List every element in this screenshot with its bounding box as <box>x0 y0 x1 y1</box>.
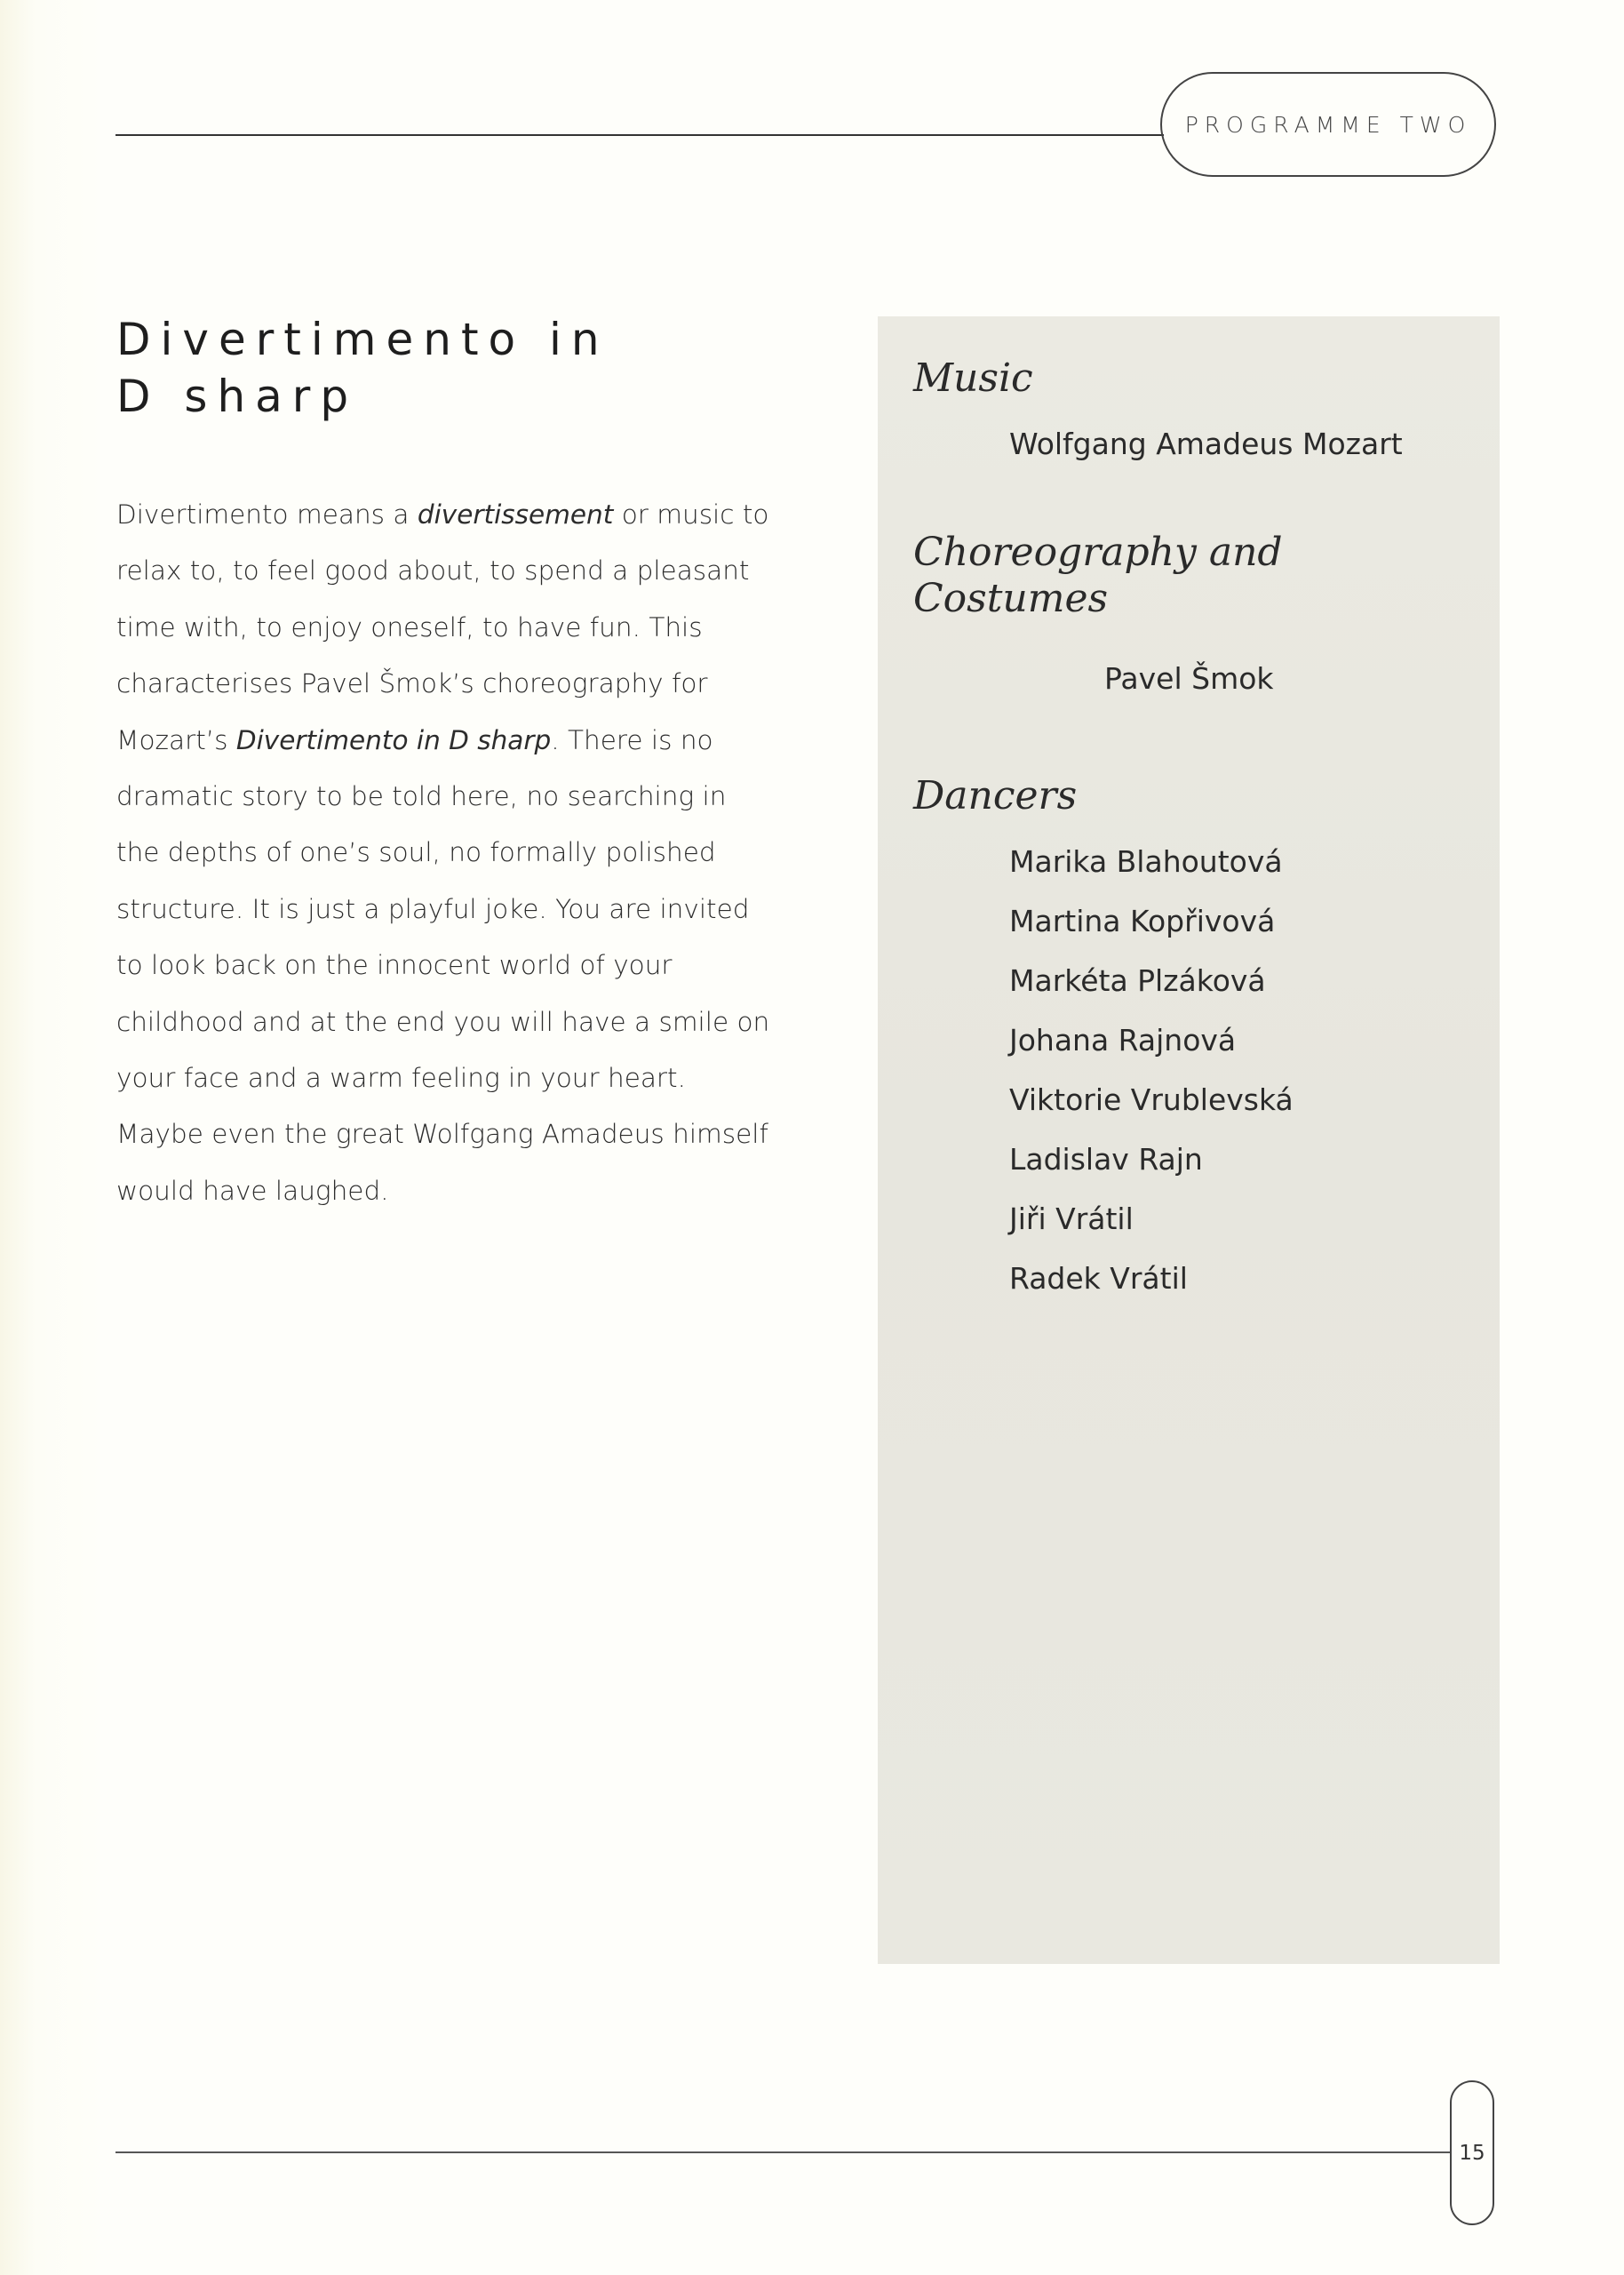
dancer-name: Markéta Plzáková <box>1009 963 1266 998</box>
footer-rule <box>115 2151 1450 2153</box>
title-line-1: Divertimento in <box>116 314 609 365</box>
body-segment: . There is no dramatic story to be told here, no searching in the depths of one’s soul, no formally polished structure. It is just a playful joke. You are invited to look back on the innocent world of your childhood and at the end you will have a smile on your face and a warm feeling in your heart. Maybe even the great Wolfgang Amadeus himself would have laughed. <box>116 724 770 1206</box>
article-body <box>116 487 774 1219</box>
dancer-name: Ladislav Rajn <box>1009 1142 1203 1177</box>
credit-heading-line: Choreography and <box>913 530 1283 575</box>
article-title <box>116 311 685 425</box>
body-segment-italic: divertissement <box>417 499 614 530</box>
dancer-name: Jiři Vrátil <box>1009 1201 1134 1236</box>
credits-panel <box>878 316 1500 1964</box>
header-rule <box>115 134 1164 136</box>
title-line-2: D sharp <box>116 371 359 422</box>
body-segment: or music to relax to, to feel good about, to spend a pleasant time with, to enjoy oneself, to have fun. This characterises Pavel Šmok’s choreography for Mozart’s <box>116 499 769 755</box>
dancer-name: Marika Blahoutová <box>1009 844 1283 879</box>
page-number-capsule <box>1450 2080 1494 2225</box>
section-label: PROGRAMME TWO <box>1184 111 1472 138</box>
page-number: 15 <box>1459 2141 1485 2165</box>
body-segment: Divertimento means a <box>116 499 418 530</box>
credit-heading-choreography <box>913 530 1283 622</box>
credit-name-composer: Wolfgang Amadeus Mozart <box>1009 427 1403 461</box>
credit-heading-line: Costumes <box>913 576 1109 621</box>
dancer-name: Johana Rajnová <box>1009 1023 1237 1058</box>
credit-name-choreographer: Pavel Šmok <box>1104 661 1274 696</box>
body-segment-italic: Divertimento in D sharp <box>235 724 552 755</box>
section-label-capsule <box>1160 72 1496 177</box>
dancer-name: Radek Vrátil <box>1009 1261 1188 1296</box>
dancer-name: Martina Kopřivová <box>1009 904 1276 938</box>
credit-heading-dancers: Dancers <box>913 773 1078 818</box>
dancer-name: Viktorie Vrublevská <box>1009 1082 1294 1117</box>
credit-heading-music: Music <box>913 355 1033 401</box>
